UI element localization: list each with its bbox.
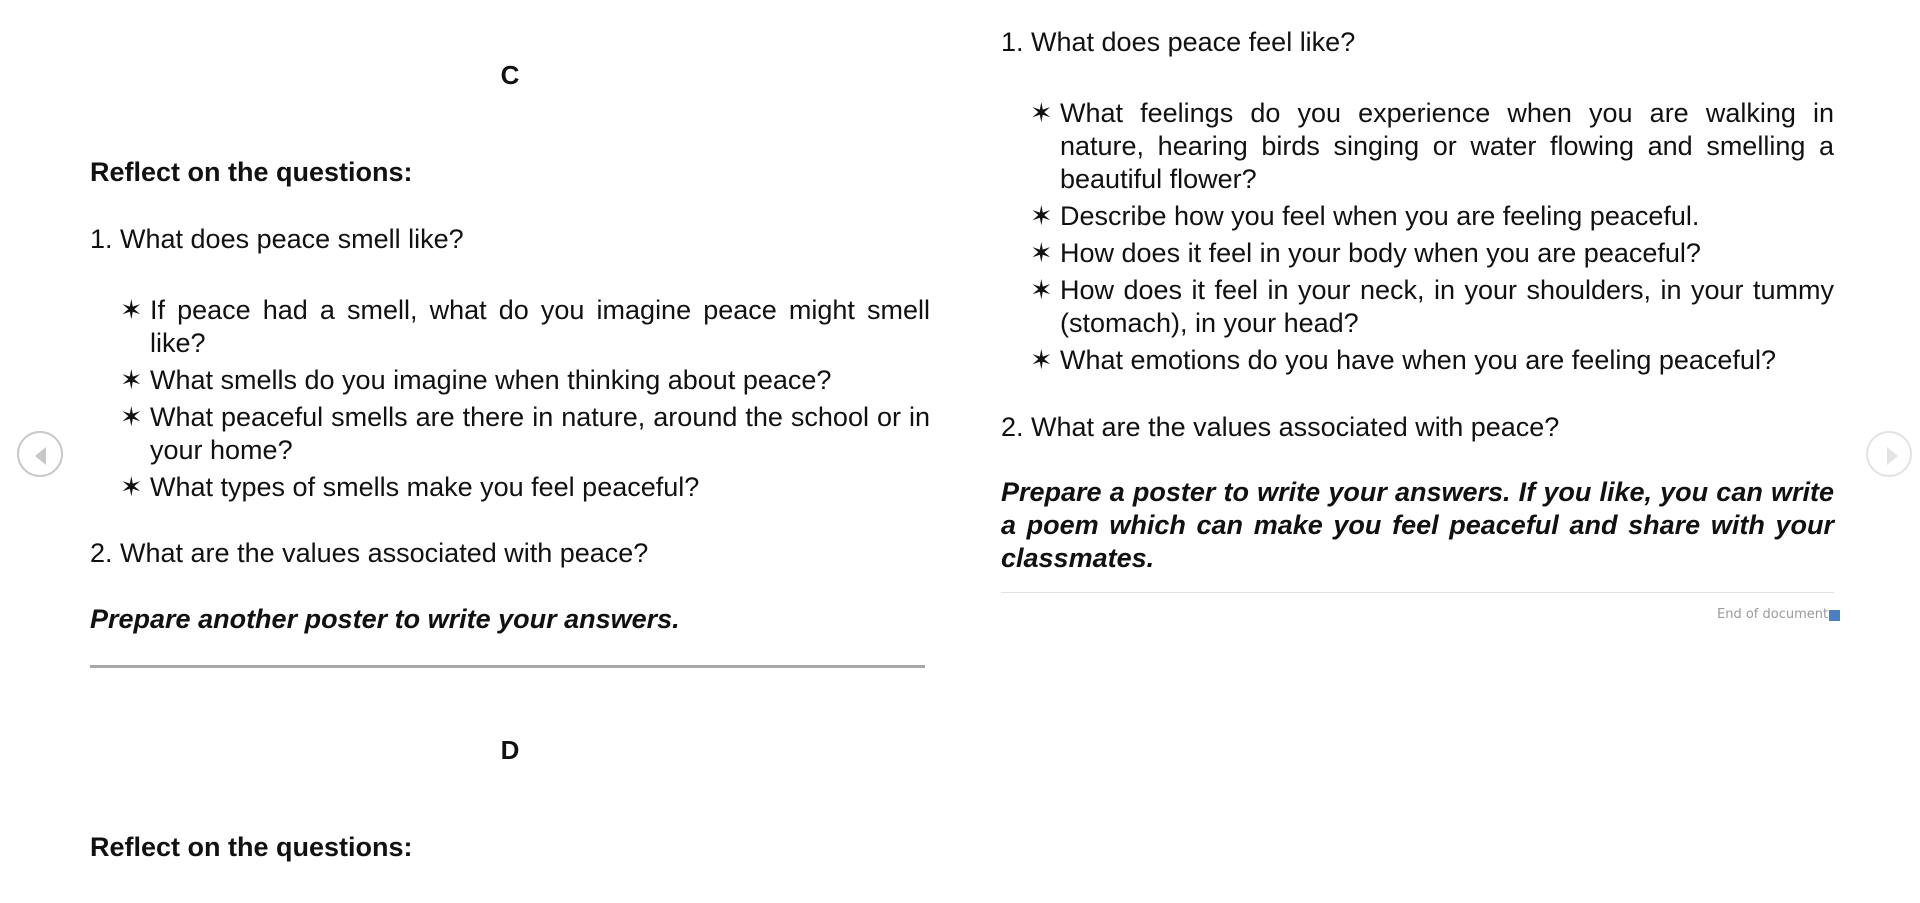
section-d-heading: Reflect on the questions: (90, 832, 413, 862)
star-bullet-icon: ✶ (120, 365, 143, 396)
right-page (963, 0, 1920, 903)
chevron-left-circle-icon (19, 433, 65, 479)
list-item (120, 294, 930, 360)
end-of-document-marker-icon (1829, 610, 1840, 621)
list-item (1030, 274, 1834, 340)
list-item (120, 364, 930, 397)
section-letter-d: D (500, 735, 520, 765)
star-bullet-icon: ✶ (1030, 238, 1053, 269)
bullet-text: If peace had a smell, what do you imagine peace might smell like? (150, 295, 930, 358)
section-letter-c: C (500, 60, 520, 90)
right-bullet-list (1030, 97, 1834, 381)
section-divider (90, 665, 925, 668)
star-bullet-icon: ✶ (120, 295, 143, 326)
star-bullet-icon: ✶ (1030, 275, 1053, 306)
star-bullet-icon: ✶ (120, 472, 143, 503)
star-bullet-icon: ✶ (1030, 345, 1053, 376)
right-question-1: 1. What does peace feel like? (1001, 27, 1356, 57)
bullet-text: What types of smells make you feel peaceful? (150, 472, 700, 502)
section-c-question-2: 2. What are the values associated with peace? (90, 538, 649, 568)
chevron-right-circle-icon (1868, 433, 1914, 479)
right-instruction: Prepare a poster to write your answers. If you like, you can write a poem which can make you feel peaceful and share with your classmates. (1001, 477, 1834, 573)
end-of-document-label: End of document (1717, 607, 1829, 622)
list-item (1030, 237, 1834, 270)
bullet-text: What peaceful smells are there in nature, around the school or in your home? (150, 402, 930, 465)
bullet-text: How does it feel in your body when you are peaceful? (1060, 238, 1701, 268)
section-c-bullet-list (120, 294, 930, 508)
bullet-text: Describe how you feel when you are feeling peaceful. (1060, 201, 1700, 231)
bullet-text: What smells do you imagine when thinking about peace? (150, 365, 832, 395)
star-bullet-icon: ✶ (1030, 98, 1053, 129)
bullet-text: How does it feel in your neck, in your shoulders, in your tummy (stomach), in your head? (1060, 275, 1834, 338)
bullet-text: What emotions do you have when you are feeling peaceful? (1060, 345, 1776, 375)
list-item (1030, 200, 1834, 233)
section-c-question-1: 1. What does peace smell like? (90, 224, 464, 254)
next-page-button[interactable] (1866, 431, 1912, 477)
end-rule (1001, 592, 1834, 593)
list-item (120, 471, 930, 504)
previous-page-button[interactable] (17, 431, 63, 477)
bullet-text: What feelings do you experience when you are walking in nature, hearing birds singing or water flowing and smelling a beautiful flower? (1060, 98, 1834, 194)
section-c-instruction: Prepare another poster to write your answers. (90, 604, 680, 634)
list-item (1030, 97, 1834, 196)
star-bullet-icon: ✶ (120, 402, 143, 433)
section-c-heading: Reflect on the questions: (90, 157, 413, 187)
list-item (1030, 344, 1834, 377)
list-item (120, 401, 930, 467)
star-bullet-icon: ✶ (1030, 201, 1053, 232)
right-question-2: 2. What are the values associated with peace? (1001, 412, 1560, 442)
